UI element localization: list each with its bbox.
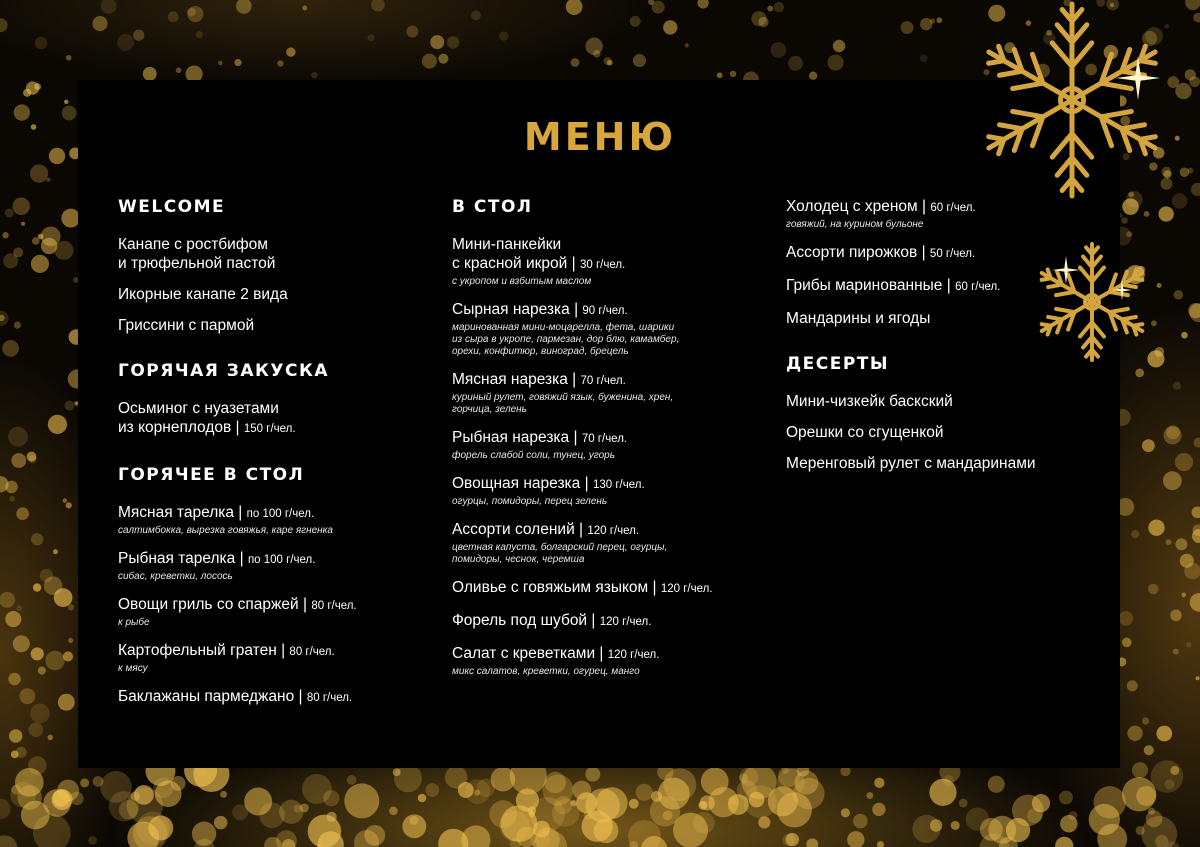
dish-description: к мясу [118,663,148,674]
dish-description: микс салатов, креветки, огурец, манго [452,666,640,677]
menu-item [118,503,438,537]
menu-item-list [786,392,1106,473]
portion-size: 80 г/чел. [306,692,353,704]
portion-size: 60 г/чел. [955,281,1001,293]
section-heading: ДЕСЕРТЫ [786,354,890,374]
portion-size: 90 г/чел. [582,305,628,317]
portion-separator: | [595,645,608,662]
dish-name: Мини-панкейки с красной икрой [452,236,568,272]
menu-item [118,687,438,708]
portion-size: 60 г/чел. [930,202,976,214]
portion-size: 70 г/чел. [581,433,628,445]
menu-item [786,243,1106,264]
menu-item [118,641,438,675]
dish-description: говяжий, на курином бульоне [786,219,924,230]
menu-section [452,197,772,678]
menu-section [118,197,438,335]
portion-separator: | [567,371,581,388]
portion-separator: | [587,612,600,629]
portion-separator: | [648,579,661,596]
menu-item-list [452,235,772,678]
dish-description: огурцы, помидоры, перец зелень [452,496,608,507]
menu-column [452,197,772,704]
menu-item [786,423,1106,442]
menu-item [786,392,1106,411]
portion-size: 30 г/чел. [579,259,626,271]
dish-description: цветная капуста, болгарский перец, огурцы, помидоры, чеснок, черемша [452,542,668,565]
menu-item-list [118,399,438,439]
portion-separator: | [569,429,582,446]
menu-column [786,197,1106,499]
portion-separator: | [942,277,956,294]
dish-name: Канапе с ростбифом и трюфельной пастой [118,236,276,272]
portion-size: 120 г/чел. [587,525,640,537]
menu-item [452,428,772,462]
portion-separator: | [917,198,931,215]
portion-separator: | [567,255,580,272]
portion-separator: | [917,244,930,261]
menu-item [452,474,772,508]
portion-size: 120 г/чел. [599,616,652,628]
dish-name: Мини-чизкейк баскский [786,393,953,410]
dish-name: Ассорти пирожков [786,244,918,261]
portion-size: 130 г/чел. [592,479,645,491]
portion-separator: | [298,596,312,613]
dish-name: Овощная нарезка [452,475,581,492]
menu-item [118,285,438,304]
menu-item [452,611,772,632]
menu-item [452,235,772,288]
dish-name: Салат с креветками [452,645,596,662]
portion-separator: | [574,521,588,538]
section-heading: В СТОЛ [452,197,533,217]
menu-item [786,454,1106,473]
menu-section [786,197,1106,328]
portion-separator: | [580,475,593,492]
dish-description: сибас, креветки, лосось [118,571,233,582]
section-heading: WELCOME [118,197,226,217]
menu-item-list [786,197,1106,328]
dish-name: Икорные канапе 2 вида [118,286,288,303]
menu-title: МЕНЮ [523,115,677,159]
section-heading: ГОРЯЧАЯ ЗАКУСКА [118,361,330,381]
menu-item [118,235,438,273]
menu-item [118,316,438,335]
portion-separator: | [294,688,307,705]
dish-description: маринованная мини-моцарелла, фета, шарики из сыра в укропе, пармезан, дор блю, камамбер, орехи, конфитюр, виноград, брецель [452,322,680,357]
portion-size: 50 г/чел. [929,248,976,260]
menu-item [452,300,772,358]
dish-name: Осьминог с нуазетами из корнеплодов [118,400,279,436]
dish-name: Грибы маринованные [786,277,943,294]
menu-item [786,276,1106,297]
portion-size: 120 г/чел. [607,649,660,661]
portion-size: по 100 г/чел. [247,554,316,566]
menu-item [452,578,772,599]
portion-size: 150 г/чел. [243,423,296,435]
menu-item [452,370,772,416]
menu-item-list [118,235,438,335]
portion-size: 80 г/чел. [289,646,335,658]
dish-description: салтимбокка, вырезка говяжья, каре ягненка [118,525,333,536]
menu-section [786,354,1106,473]
portion-separator: | [235,550,248,567]
dish-name: Гриссини с пармой [118,317,255,334]
menu-item [118,595,438,629]
portion-size: по 100 г/чел. [246,508,315,520]
dish-description: форель слабой соли, тунец, угорь [452,450,615,461]
menu-section [118,465,438,708]
dish-name: Форель под шубой [452,612,588,629]
dish-description: куриный рулет, говяжий язык, буженина, хрен, горчица, зелень [452,392,674,415]
dish-name: Меренговый рулет с мандаринами [786,455,1036,472]
dish-name: Рыбная тарелка [118,550,236,567]
menu-section [118,361,438,439]
portion-separator: | [234,504,247,521]
portion-separator: | [231,419,244,436]
dish-name: Мясная нарезка [452,371,568,388]
dish-name: Овощи гриль со спаржей [118,596,299,613]
dish-description: с укропом и взбитым маслом [452,276,592,287]
menu-item-list [118,503,438,708]
dish-name: Оливье с говяжьим языком [452,579,649,596]
dish-description: к рыбе [118,617,150,628]
portion-size: 120 г/чел. [660,583,713,595]
dish-name: Сырная нарезка [452,301,570,318]
section-heading: ГОРЯЧЕЕ В СТОЛ [118,465,305,485]
portion-separator: | [569,301,583,318]
menu-item [452,644,772,678]
menu-item [118,549,438,583]
dish-name: Мандарины и ягоды [786,310,931,327]
dish-name: Рыбная нарезка [452,429,570,446]
menu-item [452,520,772,566]
portion-separator: | [276,642,290,659]
menu-item [786,309,1106,328]
menu-column [118,197,438,734]
menu-item [118,399,438,439]
dish-name: Мясная тарелка [118,504,234,521]
dish-name: Холодец с хреном [786,198,918,215]
dish-name: Баклажаны пармеджано [118,688,295,705]
dish-name: Картофельный гратен [118,642,277,659]
dish-name: Ассорти солений [452,521,575,538]
dish-name: Орешки со сгущенкой [786,424,944,441]
menu-item [786,197,1106,231]
portion-size: 70 г/чел. [580,375,626,387]
portion-size: 80 г/чел. [311,600,357,612]
